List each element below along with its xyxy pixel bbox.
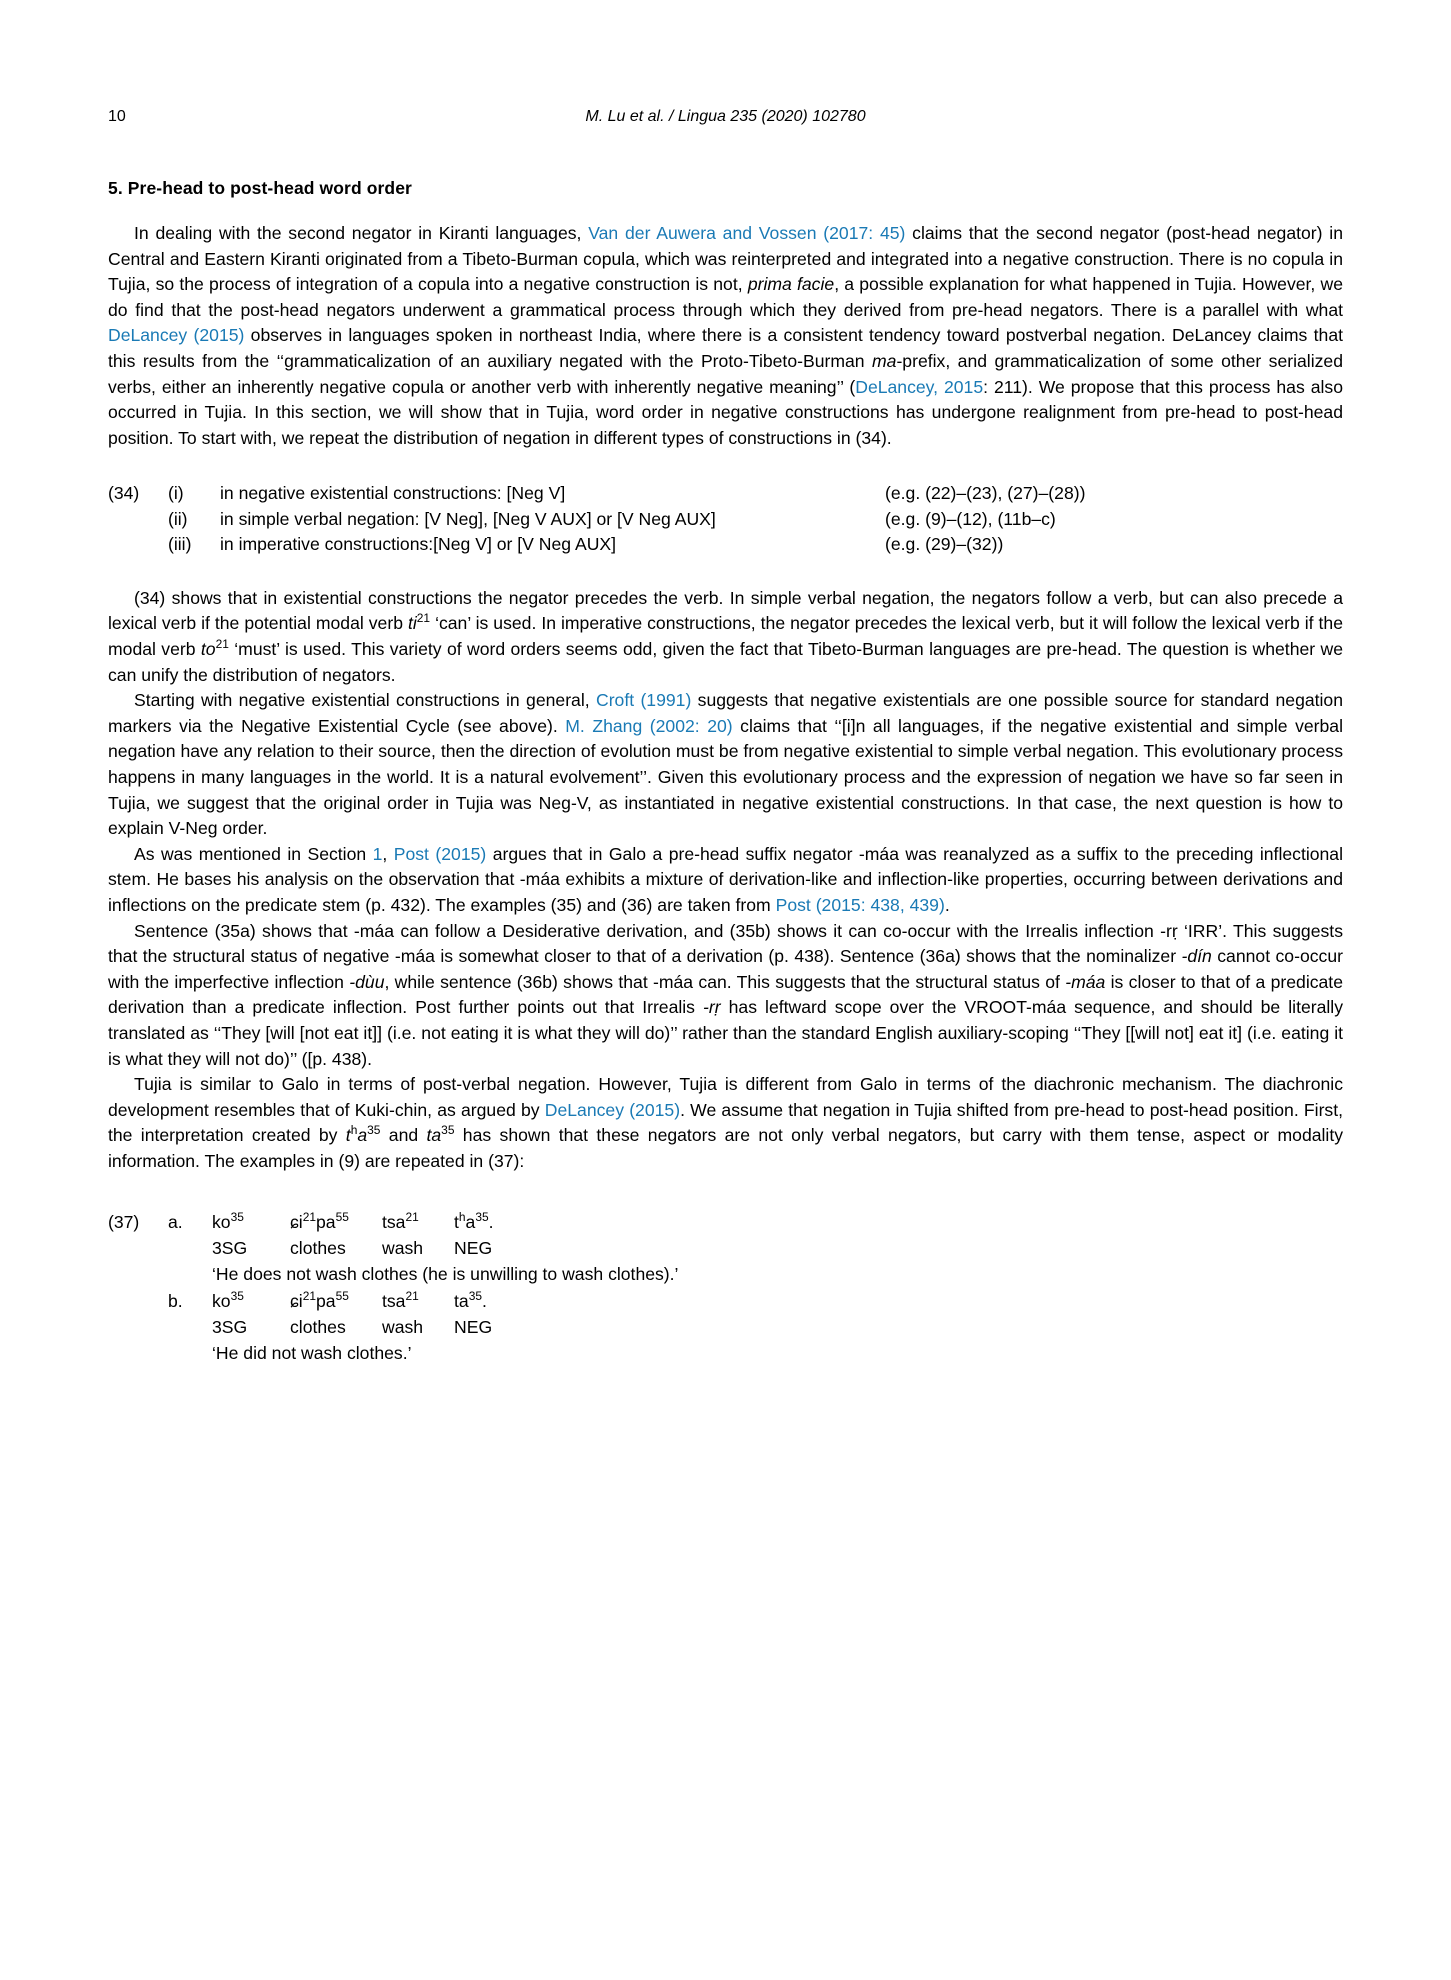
p6-text-d: has shown that these negators are not only verbal negators, but carry with them tense, aspect or modality information. The examples in (9) are repeated in (37): bbox=[108, 1125, 1344, 1171]
p3-text-a: Starting with negative existential constructions in general, bbox=[134, 690, 596, 711]
object-word-3b-tone: 21 bbox=[405, 1288, 419, 1303]
example-37-a-translation: ‘He does not wash clothes (he is unwilling to wash clothes).’ bbox=[212, 1264, 679, 1285]
citation-link-delancey-2015[interactable]: DeLancey (2015) bbox=[108, 325, 245, 346]
object-word-1b-base: ko bbox=[212, 1290, 231, 1311]
citation-link-delancey-2015-b[interactable]: DeLancey, 2015 bbox=[855, 376, 984, 397]
gloss-3: wash bbox=[382, 1237, 424, 1258]
object-word-3-tone: 21 bbox=[405, 1209, 419, 1224]
p1-text-c: , a possible explanation for what happened in Tujia. However, we do find that the post-head negators underwent a grammatical process through which they derived from pre-head negators. There is a parallel with what bbox=[108, 274, 1344, 320]
object-word-1 bbox=[212, 1209, 290, 1235]
object-word-2b-tone: 21 bbox=[302, 1288, 317, 1303]
object-word-1-tone: 35 bbox=[230, 1209, 244, 1224]
object-word-2-tone: 21 bbox=[302, 1209, 317, 1224]
p2-sup-21: 21 bbox=[416, 611, 431, 626]
p6-italic-a: a bbox=[357, 1125, 368, 1146]
example-34-row-i bbox=[108, 481, 1343, 507]
citation-link-delancey-2015-c[interactable]: DeLancey (2015) bbox=[544, 1099, 681, 1120]
p5-italic-duu: -dùu bbox=[349, 971, 385, 992]
example-34 bbox=[108, 481, 1343, 558]
page-number: 10 bbox=[108, 108, 126, 125]
paragraph-6 bbox=[108, 1072, 1343, 1174]
p5-text-a: Sentence (35a) shows that -máa can follow a Desiderative derivation, and (35b) shows it can co-occur with the Irrealis inflection -rṛ ‘IRR’. This suggests that the structural status of negative -máa is somewhat closer to that of a derivation (p. 438). Sentence (36a) shows that the nominalizer bbox=[108, 920, 1343, 967]
object-word-3b-base: tsa bbox=[382, 1290, 406, 1311]
p4-text-c: argues that in Galo a pre-head suffix negator -máa was reanalyzed as a suffix to the preceding inflectional stem. He bases his analysis on the observation that -máa exhibits a mixture of derivation-like and inflection-like properties, occurring between derivations and inflections on the predicate stem (p. 432). The examples (35) and (36) are taken from bbox=[108, 843, 1343, 915]
example-34-cite-i: (e.g. (22)–(23), (27)–(28)) bbox=[885, 483, 1086, 504]
object-word-2b-base: ɕi bbox=[290, 1290, 303, 1311]
gloss-4b: NEG bbox=[454, 1317, 493, 1338]
p6-sup-h: h bbox=[350, 1123, 358, 1138]
object-word-1b-tone: 35 bbox=[230, 1288, 244, 1303]
object-word-2-tone2: 55 bbox=[335, 1209, 349, 1224]
p1-text-e: -prefix, and grammaticalization of some other serialized verbs, either an inherently negative copula or another verb with inherently negative meaning’’ ( bbox=[108, 350, 1343, 397]
gloss-2: clothes bbox=[290, 1237, 346, 1258]
p2-italic-ti: ti bbox=[407, 613, 417, 634]
p5-italic-re: -rṛ bbox=[703, 997, 721, 1018]
p6-text-a: Tujia is similar to Galo in terms of post-verbal negation. However, Tujia is different from Galo in terms of the diachronic mechanism. The diachronic development resembles that of Kuki-chin, as argued by bbox=[108, 1074, 1343, 1120]
object-word-2-base: ɕi bbox=[290, 1211, 303, 1232]
gloss-1b: 3SG bbox=[212, 1317, 248, 1338]
example-37-number: (37) bbox=[108, 1211, 140, 1232]
citation-link-zhang[interactable]: M. Zhang (2002: 20) bbox=[565, 715, 733, 736]
p5-italic-din: -dín bbox=[1181, 946, 1212, 967]
example-37-b-object-line bbox=[212, 1288, 534, 1314]
citation-link-croft[interactable]: Croft (1991) bbox=[595, 690, 692, 711]
p3-text-c: claims that ‘‘[i]n all languages, if the negative existential and simple verbal negation have any relation to their source, then the direction of evolution must be from negative existential to simple verbal negation. This evolutionary process happens in many languages in the world. It is a natural evolvement’’. Given this evolutionary process and the expression of negation we have so far seen in Tujia, we suggest that the original order in Tujia was Neg-V, as instantiated in negative existential constructions. In that case, the next question is how to explain V-Neg order. bbox=[108, 715, 1343, 839]
gloss-2b: clothes bbox=[290, 1317, 346, 1338]
p4-text-a: As was mentioned in Section bbox=[134, 843, 373, 864]
p5-text-c: , while sentence (36b) shows that -máa can. This suggests that the structural status of bbox=[384, 971, 1066, 992]
p6-sup-35b: 35 bbox=[441, 1123, 455, 1138]
p2-text-a: (34) shows that in existential constructions the negator precedes the verb. In simple verbal negation, the negators follow a verb, but can also precede a lexical verb if the potential modal verb bbox=[108, 587, 1343, 634]
paragraph-3 bbox=[108, 688, 1343, 842]
citation-link-vanderauwera[interactable]: Van der Auwera and Vossen (2017: 45) bbox=[588, 223, 906, 243]
object-word-2-base2: pa bbox=[316, 1211, 336, 1232]
example-37-row-b bbox=[108, 1288, 1343, 1314]
example-37-a-gloss-line bbox=[108, 1235, 1343, 1261]
object-word-2b bbox=[290, 1288, 382, 1314]
p1-text-b: claims that the second negator (post-head negator) in Central and Eastern Kiranti originated from a Tibeto-Burman copula, which was reinterpreted and integrated into a negative construction. There is no copula in Tujia, so the process of integration of a copula into a negative construction is not, bbox=[108, 223, 1343, 295]
example-37-b-translation: ‘He did not wash clothes.’ bbox=[212, 1343, 412, 1364]
paragraph-1 bbox=[108, 221, 1343, 451]
object-word-4b-base: ta bbox=[454, 1290, 469, 1311]
object-word-3-base: tsa bbox=[382, 1211, 406, 1232]
section-link-1[interactable]: 1 bbox=[372, 843, 383, 864]
p1-italic-prima-facie: prima facie bbox=[747, 274, 835, 295]
example-37-b-gloss-line bbox=[108, 1314, 1343, 1340]
example-34-cite-ii: (e.g. (9)–(12), (11b–c) bbox=[885, 508, 1056, 529]
p6-italic-t: t bbox=[345, 1125, 351, 1146]
example-34-cite-iii: (e.g. (29)–(32)) bbox=[885, 534, 1004, 555]
journal-reference: M. Lu et al. / Lingua 235 (2020) 102780 bbox=[585, 108, 866, 125]
p6-sup-35: 35 bbox=[367, 1123, 381, 1138]
paragraph-2 bbox=[108, 586, 1343, 688]
object-word-1-base: ko bbox=[212, 1211, 231, 1232]
object-word-4-aspiration: h bbox=[458, 1209, 466, 1224]
object-word-3 bbox=[382, 1209, 454, 1235]
p6-text-b: . We assume that negation in Tujia shifted from pre-head to post-head position. First, the interpretation created by bbox=[108, 1099, 1344, 1146]
example-34-number: (34) bbox=[108, 483, 140, 504]
gloss-3b: wash bbox=[382, 1317, 424, 1338]
p5-text-e: has leftward scope over the VROOT-máa sequence, and should be literally translated as ‘‘They [will [not eat it]] (i.e. not eating it is what they will do)’’ rather than the standard English auxiliary-scoping ‘‘They [[will not] eat it] (i.e. eating it is what they will not do)’’ ([p. 438). bbox=[108, 997, 1343, 1069]
example-34-roman-ii: (ii) bbox=[168, 508, 188, 529]
p5-italic-maa: -máa bbox=[1065, 971, 1106, 992]
example-34-roman-iii: (iii) bbox=[168, 534, 192, 555]
object-word-3b bbox=[382, 1288, 454, 1314]
gloss-1: 3SG bbox=[212, 1237, 248, 1258]
object-word-4b-punct: . bbox=[481, 1290, 487, 1311]
p2-text-c: ‘must’ is used. This variety of word orders seems odd, given the fact that Tibeto-Burman languages are pre-head. The question is whether we can unify the distribution of negators. bbox=[108, 639, 1343, 685]
example-37-letter-b: b. bbox=[168, 1290, 183, 1311]
object-word-4b-tone: 35 bbox=[468, 1288, 482, 1303]
object-word-2 bbox=[290, 1209, 382, 1235]
paragraph-4 bbox=[108, 842, 1343, 919]
p6-italic-ta: ta bbox=[426, 1125, 442, 1146]
example-34-row-ii bbox=[108, 507, 1343, 533]
gloss-4: NEG bbox=[454, 1237, 493, 1258]
p4-text-b: , bbox=[382, 843, 394, 864]
object-word-4-punct: . bbox=[488, 1211, 494, 1232]
running-head bbox=[108, 108, 1343, 128]
section-heading: 5. Pre-head to post-head word order bbox=[108, 178, 412, 198]
example-34-text-ii: in simple verbal negation: [V Neg], [Neg V AUX] or [V Neg AUX] bbox=[220, 508, 716, 529]
p2-sup-21b: 21 bbox=[215, 637, 229, 652]
example-37-letter-a: a. bbox=[168, 1211, 183, 1232]
example-34-roman-i: (i) bbox=[168, 483, 184, 504]
example-34-text-i: in negative existential constructions: [Neg V] bbox=[220, 483, 566, 504]
p1-text-d: observes in languages spoken in northeast India, where there is a consistent tendency toward postverbal negation. DeLancey claims that this results from the ‘‘grammaticalization of an auxiliary negated with the Proto-Tibeto-Burman bbox=[108, 325, 1343, 371]
p1-text-f: : 211). We propose that this process has also occurred in Tujia. In this section, we will show that in Tujia, word order in negative constructions has undergone realignment from pre-head to post-head position. To start with, we repeat the distribution of negation in different types of constructions in (34). bbox=[108, 376, 1343, 448]
object-word-4-tone: 35 bbox=[475, 1209, 489, 1224]
citation-link-post-2015-pages[interactable]: Post (2015: 438, 439) bbox=[775, 894, 945, 915]
p2-italic-to: to bbox=[200, 639, 216, 660]
example-37-row-a bbox=[108, 1209, 1343, 1235]
p6-text-c: and bbox=[380, 1125, 427, 1146]
p5-text-b: cannot co-occur with the imperfective inflection bbox=[108, 946, 1343, 992]
object-word-2b-tone2: 55 bbox=[335, 1288, 349, 1303]
example-37-a-object-line bbox=[212, 1209, 534, 1235]
object-word-4 bbox=[454, 1209, 534, 1235]
p1-text-a: In dealing with the second negator in Kiranti languages, bbox=[134, 223, 589, 243]
example-37 bbox=[108, 1209, 1343, 1367]
p4-text-d: . bbox=[944, 894, 950, 915]
object-word-4b bbox=[454, 1288, 534, 1314]
object-word-1b bbox=[212, 1288, 290, 1314]
paragraph-5 bbox=[108, 919, 1343, 1073]
p3-text-b: suggests that negative existentials are one possible source for standard negation markers via the Negative Existential Cycle (see above). bbox=[108, 690, 1343, 736]
p5-text-d: is closer to that of a predicate derivation than a predicate inflection. Post further points out that Irrealis bbox=[108, 971, 1343, 1018]
object-word-2b-base2: pa bbox=[316, 1290, 336, 1311]
article-body bbox=[108, 178, 1343, 1367]
object-word-4-base: t bbox=[454, 1211, 459, 1232]
p1-italic-ma: ma bbox=[872, 350, 897, 371]
example-34-text-iii: in imperative constructions:[Neg V] or [V Neg AUX] bbox=[220, 534, 617, 555]
citation-link-post-2015[interactable]: Post (2015) bbox=[393, 843, 487, 864]
object-word-4-base2: a bbox=[465, 1211, 476, 1232]
example-34-row-iii bbox=[108, 532, 1343, 558]
p2-text-b: ‘can’ is used. In imperative constructions, the negator precedes the lexical verb, but it will follow the lexical verb if the modal verb bbox=[108, 613, 1344, 660]
